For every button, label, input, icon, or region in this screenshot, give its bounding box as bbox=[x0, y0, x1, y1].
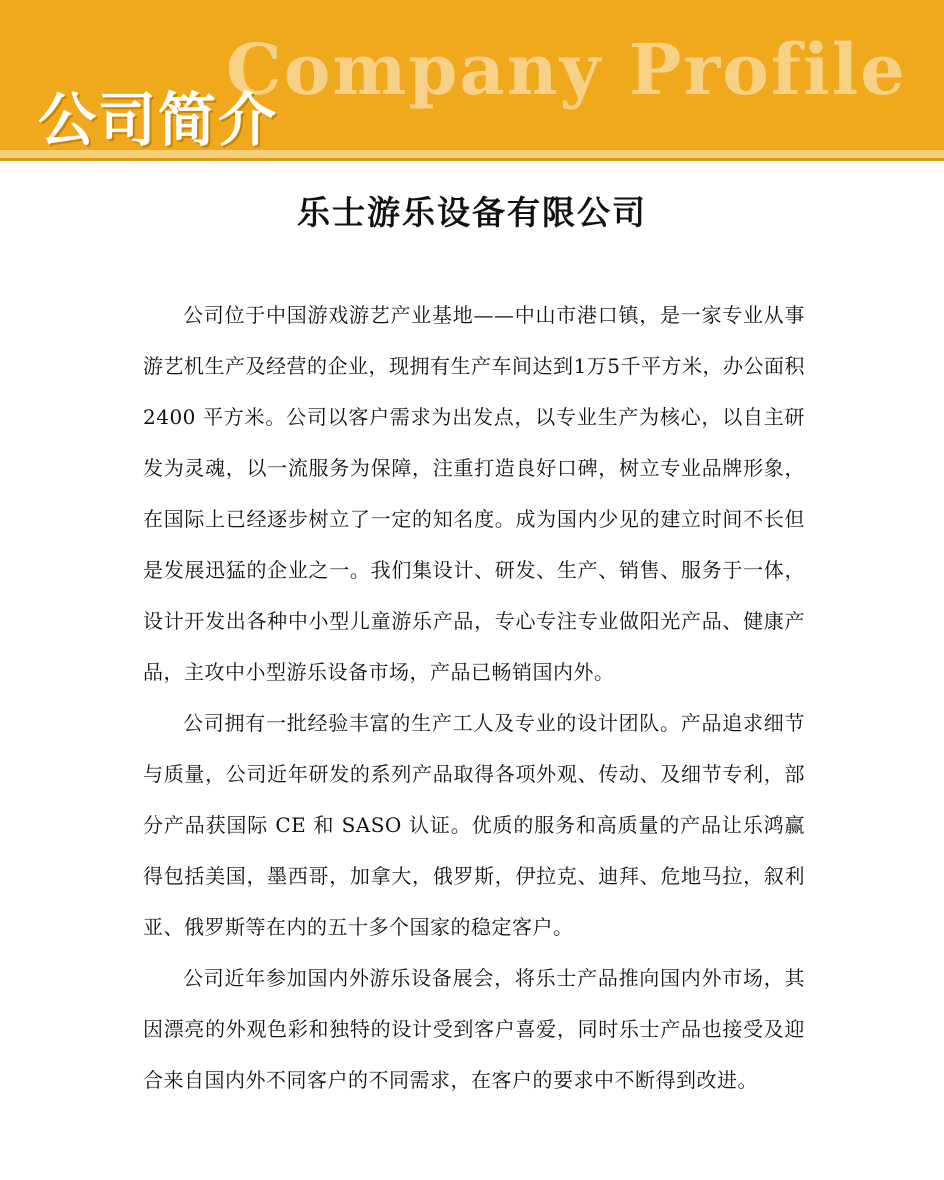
paragraph-intro: 公司位于中国游戏游艺产业基地——中山市港口镇，是一家专业从事游艺机生产及经营的企业，现拥有生产车间达到1万5千平方米，办公面积 2400 平方米。公司以客户需求为出发点，以专业生产为核心，以自主研发为灵魂，以一流服务为保障，注重打造良好口碑，树立专业品牌形象，在国际上已经逐步树立了一定的知名度。成为国内少见的建立时间不长但是发展迅猛的企业之一。我们集设计、研发、生产、销售、服务于一体，设计开发出各种中小型儿童游乐产品，专心专注专业做阳光产品、健康产品，主攻中小型游乐设备市场，产品已畅销国内外。 bbox=[143, 303, 805, 684]
paragraph-exhibitions: 公司近年参加国内外游乐设备展会，将乐士产品推向国内外市场，其因漂亮的外观色彩和独特的设计受到客户喜爱，同时乐士产品也接受及迎合来自国内外不同客户的不同需求，在客户的要求中不断得到改进。 bbox=[143, 966, 805, 1092]
banner-divider-line bbox=[0, 158, 944, 161]
banner-watermark: Company Profile bbox=[226, 28, 907, 111]
section-title: 公司简介 bbox=[38, 86, 279, 150]
header-banner bbox=[0, 0, 944, 150]
paragraph-team: 公司拥有一批经验丰富的生产工人及专业的设计团队。产品追求细节与质量，公司近年研发的系列产品取得各项外观、传动、及细节专利，部分产品获国际 CE 和 SASO 认证。优质的服务和高质量的产品让乐鸿赢得包括美国，墨西哥，加拿大，俄罗斯，伊拉克、迪拜、危地马拉，叙利亚、俄罗斯等在内的五十多个国家的稳定客户。 bbox=[143, 711, 805, 939]
profile-body bbox=[143, 290, 805, 1106]
banner-divider bbox=[0, 150, 944, 158]
company-name: 乐士游乐设备有限公司 bbox=[297, 193, 647, 232]
